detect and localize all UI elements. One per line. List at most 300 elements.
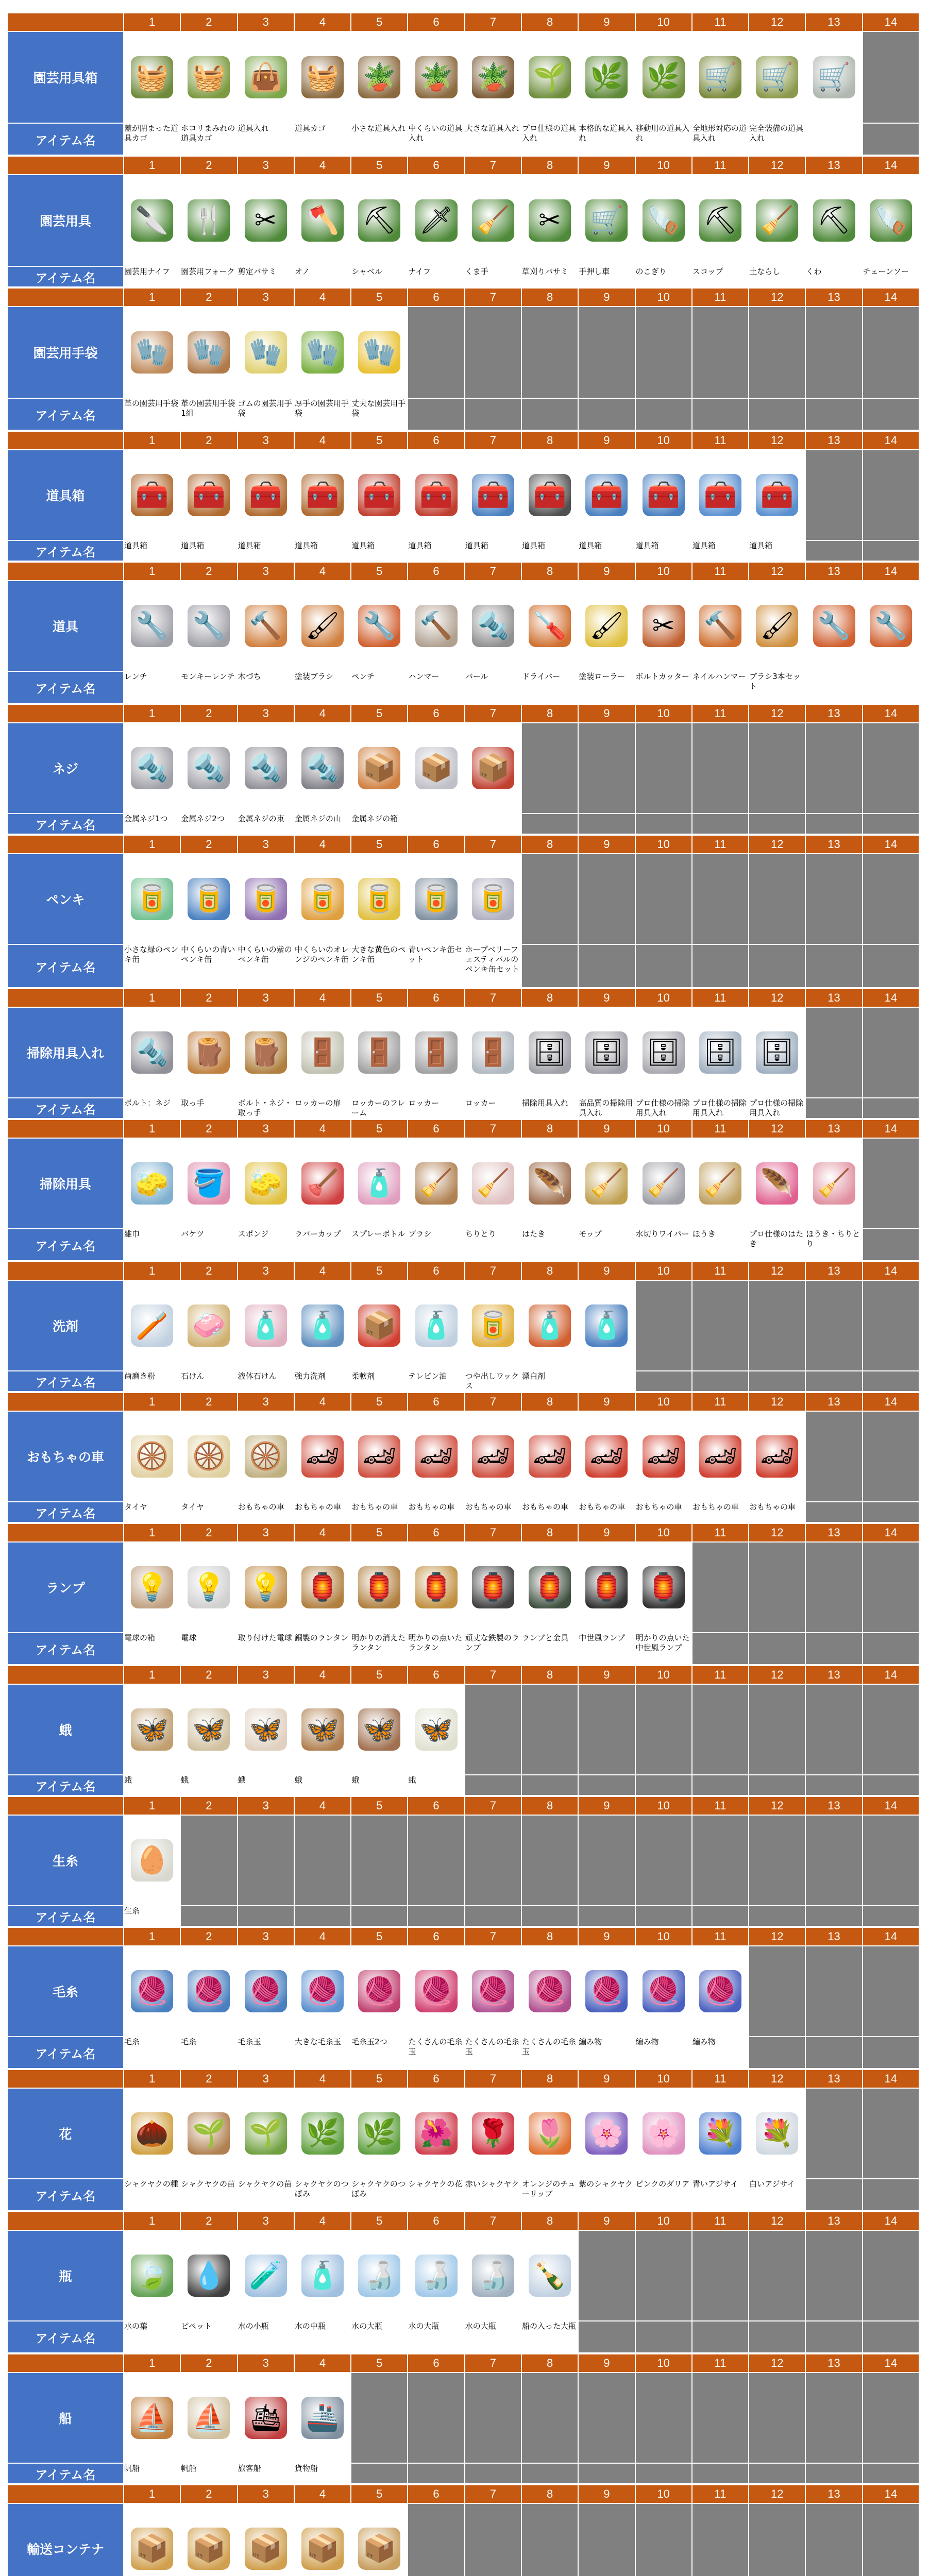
category-title: 園芸用具 [7, 175, 124, 266]
column-number: 2 [180, 2354, 237, 2372]
bucket-icon: 🪣 [188, 1162, 230, 1205]
item-name: 小さな緑のペンキ缶 [124, 944, 180, 988]
column-number: 7 [465, 1797, 521, 1815]
column-number: 5 [351, 2354, 408, 2372]
column-number: 9 [578, 2070, 635, 2088]
item-name: 全地形対応の道具入れ [692, 123, 749, 155]
column-number: 7 [465, 1523, 521, 1542]
item-name: 手押し車 [578, 266, 635, 287]
item-name: スコップ [692, 266, 749, 287]
item-image-row [7, 2372, 919, 2463]
column-number: 14 [863, 2070, 919, 2088]
item-name: ロッカー [408, 1098, 464, 1118]
item-name: シャクヤクの種 [124, 2179, 180, 2211]
item-name: 金属ネジの山 [294, 814, 351, 834]
column-number: 6 [408, 1523, 464, 1542]
item-image-cell [408, 854, 464, 944]
column-number-row [7, 2070, 919, 2088]
item-image-cell [635, 1411, 692, 1502]
column-number: 3 [238, 1666, 294, 1684]
empty-cell [863, 1815, 919, 1906]
item-name: のこぎり [635, 266, 692, 287]
column-number: 10 [635, 704, 692, 723]
item-name: 蛾 [238, 1775, 294, 1795]
item-image-cell [465, 175, 521, 266]
knitting-icon: 🧶 [699, 1970, 741, 2012]
empty-cell [805, 1007, 862, 1098]
section-block [7, 287, 920, 431]
item-image-cell [863, 581, 919, 671]
category-title: おもちゃの車 [7, 1411, 124, 1502]
section-block [7, 156, 920, 287]
column-number: 1 [124, 13, 180, 31]
item-name-row [7, 398, 919, 430]
item-image-cell [692, 1411, 749, 1502]
empty-cell [863, 450, 919, 540]
item-image-cell [351, 1280, 408, 1371]
item-name: 電球の箱 [124, 1633, 180, 1665]
item-name: 塗装ローラー [578, 671, 635, 703]
column-number: 6 [408, 431, 464, 450]
column-number: 7 [465, 1120, 521, 1138]
column-number: 3 [238, 2485, 294, 2503]
column-number: 13 [805, 835, 862, 854]
basket-icon: 🧺 [188, 56, 230, 98]
column-number: 3 [238, 156, 294, 175]
column-number-row [7, 562, 919, 581]
toolbox-icon: 🧰 [188, 474, 230, 516]
item-image-row [7, 1411, 919, 1502]
item-image-cell [408, 175, 464, 266]
item-image-cell [238, 2230, 294, 2321]
column-number: 4 [294, 989, 351, 1007]
medieval-lamp-icon: 🏮 [643, 1566, 685, 1608]
column-number: 12 [749, 1262, 805, 1280]
empty-cell [521, 944, 578, 988]
column-number: 2 [180, 288, 237, 307]
column-number: 12 [749, 13, 805, 31]
item-image-cell [124, 175, 180, 266]
item-name: ネイルハンマー [692, 671, 749, 703]
pruning-shears-icon: ✂ [245, 199, 287, 242]
paint-can-icon: 🥫 [245, 878, 287, 920]
item-name-label: アイテム名 [7, 2463, 124, 2484]
column-number: 1 [124, 562, 180, 581]
item-name: おもちゃの車 [294, 1502, 351, 1522]
column-number: 11 [692, 288, 749, 307]
empty-cell [180, 1815, 237, 1906]
empty-cell [465, 1906, 521, 1926]
silk-cocoon-icon: 🥚 [131, 1839, 173, 1882]
item-name: 水の葉 [124, 2321, 180, 2353]
item-name: 完全装備の道具入れ [749, 123, 805, 155]
column-number: 3 [238, 13, 294, 31]
item-name: 道具箱 [294, 540, 351, 561]
empty-cell [749, 2321, 805, 2353]
column-number: 14 [863, 1666, 919, 1684]
item-image-cell [124, 1684, 180, 1775]
item-image-cell [238, 1684, 294, 1775]
column-number-row [7, 1393, 919, 1411]
category-title: 瓶 [7, 2230, 124, 2321]
section-table [7, 2211, 920, 2353]
item-name: 蓋が閉まった道具カゴ [124, 123, 180, 155]
empty-cell [863, 1098, 919, 1118]
column-number: 4 [294, 704, 351, 723]
toolbox-icon: 🧰 [301, 474, 344, 516]
tool-basket-icon: 🧺 [301, 56, 344, 98]
empty-cell [805, 1906, 862, 1926]
chainsaw-icon: 🪚 [870, 199, 912, 242]
item-image-row [7, 854, 919, 944]
column-number: 1 [124, 989, 180, 1007]
item-image-cell [124, 1280, 180, 1371]
mallet-icon: 🔨 [245, 605, 287, 647]
empty-cell [578, 1684, 635, 1775]
empty-cell [692, 2321, 749, 2353]
column-number: 14 [863, 431, 919, 450]
empty-cell [521, 398, 578, 430]
empty-cell [692, 1542, 749, 1633]
item-name: シャクヤクの花 [408, 2179, 464, 2211]
column-number: 1 [124, 2212, 180, 2230]
item-name: 帆船 [124, 2463, 180, 2484]
section-block [7, 431, 920, 562]
item-name: 道具箱 [521, 540, 578, 561]
empty-cell [863, 123, 919, 155]
header-corner [7, 1523, 124, 1542]
section-table [7, 2069, 920, 2211]
item-name-label: アイテム名 [7, 814, 124, 834]
section-block [7, 704, 920, 835]
item-name: 大きな毛糸玉 [294, 2037, 351, 2069]
empty-cell [805, 2179, 862, 2211]
column-number-row [7, 1120, 919, 1138]
hand-rake-icon: 🧹 [472, 199, 514, 242]
item-name-label: アイテム名 [7, 1371, 124, 1392]
column-number: 5 [351, 2485, 408, 2503]
moth-icon: 🦋 [358, 1708, 400, 1751]
column-number: 9 [578, 1393, 635, 1411]
item-image-cell [294, 1411, 351, 1502]
cargo-ship-icon: 🚢 [301, 2397, 344, 2439]
item-image-cell [692, 2088, 749, 2179]
item-image-cell [351, 1684, 408, 1775]
column-number: 9 [578, 1927, 635, 1946]
item-name [408, 814, 464, 834]
item-name: たくさんの毛糸玉 [408, 2037, 464, 2069]
wax-tin-icon: 🥫 [472, 1304, 514, 1347]
item-name: くま手 [465, 266, 521, 287]
section-block [7, 835, 920, 988]
empty-cell [408, 2372, 464, 2463]
header-corner [7, 989, 124, 1007]
cleaning-locker-icon: 🗄 [699, 1031, 741, 1074]
item-image-cell [180, 175, 237, 266]
item-name: 明かりの点いたランタン [408, 1633, 464, 1665]
item-name-row [7, 1229, 919, 1261]
garden-tools-icon: 🌿 [643, 56, 685, 98]
garden-tools-icon: 🛒 [699, 56, 741, 98]
item-image-cell [294, 1138, 351, 1229]
column-number: 12 [749, 1523, 805, 1542]
item-name: プロ仕様の道具入れ [521, 123, 578, 155]
pipe-wrench-icon: 🔧 [813, 605, 855, 647]
category-title: ネジ [7, 723, 124, 814]
empty-cell [749, 307, 805, 398]
item-name: 水の小瓶 [238, 2321, 294, 2353]
item-image-cell [749, 31, 805, 123]
toolbox-icon: 🧰 [472, 474, 514, 516]
column-number: 2 [180, 1797, 237, 1815]
column-number: 7 [465, 2212, 521, 2230]
item-name: チェーンソー [863, 266, 919, 287]
item-image-cell [578, 1946, 635, 2037]
column-number: 11 [692, 2212, 749, 2230]
column-number: 4 [294, 1927, 351, 1946]
tool-basket-icon: 🪴 [358, 56, 400, 98]
empty-cell [521, 1684, 578, 1775]
item-image-cell [294, 581, 351, 671]
column-number: 12 [749, 288, 805, 307]
column-number: 12 [749, 1393, 805, 1411]
column-number: 14 [863, 13, 919, 31]
column-number: 8 [521, 2070, 578, 2088]
empty-cell [805, 1775, 862, 1795]
section-table [7, 1119, 920, 1261]
item-image-cell [465, 1411, 521, 1502]
column-number: 4 [294, 156, 351, 175]
item-image-cell [465, 2230, 521, 2321]
column-number: 10 [635, 431, 692, 450]
column-number: 13 [805, 1393, 862, 1411]
column-number: 8 [521, 13, 578, 31]
item-image-cell [408, 1138, 464, 1229]
column-number: 11 [692, 989, 749, 1007]
column-number-row [7, 288, 919, 307]
column-number-row [7, 1927, 919, 1946]
empty-cell [805, 1371, 862, 1392]
yarn-balls-icon: 🧶 [415, 1970, 458, 2012]
item-image-cell [351, 2230, 408, 2321]
empty-cell [408, 1906, 464, 1926]
item-image-cell [465, 1138, 521, 1229]
column-number: 9 [578, 431, 635, 450]
basket-icon: 🧺 [131, 56, 173, 98]
column-number: 13 [805, 431, 862, 450]
item-image-cell [180, 307, 237, 398]
item-name: 高品質の掃除用具入れ [578, 1098, 635, 1118]
seedling-pot-icon: 🌱 [245, 2112, 287, 2155]
column-number: 3 [238, 431, 294, 450]
pipe-wrench-icon: 🔧 [870, 605, 912, 647]
item-image-cell [351, 581, 408, 671]
empty-cell [863, 854, 919, 944]
item-image-row [7, 1542, 919, 1633]
empty-cell [749, 1775, 805, 1795]
toy-car-icon: 🏎 [585, 1435, 628, 1478]
item-image-cell [465, 450, 521, 540]
item-image-cell [124, 1946, 180, 2037]
empty-cell [749, 1542, 805, 1633]
empty-cell [749, 1633, 805, 1665]
item-image-cell [578, 2088, 635, 2179]
item-image-cell [294, 307, 351, 398]
column-number-row [7, 2212, 919, 2230]
gloves-pair-icon: 🧤 [245, 331, 287, 374]
item-image-cell [863, 175, 919, 266]
column-number: 8 [521, 1262, 578, 1280]
paintbrush-icon: 🖌 [301, 605, 344, 647]
column-number: 4 [294, 288, 351, 307]
item-image-row [7, 1007, 919, 1098]
ship-in-bottle-icon: 🍾 [529, 2255, 571, 2297]
item-name-row [7, 1502, 919, 1522]
item-name: 白いアジサイ [749, 2179, 805, 2211]
item-name-row [7, 540, 919, 561]
empty-cell [351, 1815, 408, 1906]
grass-shears-icon: ✂ [529, 199, 571, 242]
column-number: 12 [749, 1927, 805, 1946]
sponge-icon: 🧽 [245, 1162, 287, 1205]
item-name: 生糸 [124, 1906, 180, 1926]
column-number-row [7, 431, 919, 450]
column-number: 1 [124, 2485, 180, 2503]
item-image-cell [749, 450, 805, 540]
category-title: ランプ [7, 1542, 124, 1633]
empty-cell [465, 1684, 521, 1775]
item-name-label: アイテム名 [7, 1633, 124, 1665]
item-name-row [7, 671, 919, 703]
item-name: 明かりの消えたランタン [351, 1633, 408, 1665]
empty-cell [863, 2088, 919, 2179]
flower-pot-icon: 🌺 [415, 2112, 458, 2155]
column-number: 8 [521, 1393, 578, 1411]
item-name: つや出しワックス [465, 1371, 521, 1392]
column-number: 12 [749, 1797, 805, 1815]
column-number: 3 [238, 704, 294, 723]
column-number: 14 [863, 1120, 919, 1138]
column-number: 12 [749, 835, 805, 854]
column-number: 7 [465, 2070, 521, 2088]
item-name: 毛糸玉2つ [351, 2037, 408, 2069]
empty-cell [351, 1906, 408, 1926]
empty-cell [635, 1815, 692, 1906]
header-corner [7, 1262, 124, 1280]
item-name: 雑巾 [124, 1229, 180, 1261]
column-number: 13 [805, 156, 862, 175]
item-image-cell [294, 2088, 351, 2179]
column-number: 6 [408, 2354, 464, 2372]
column-number: 11 [692, 2485, 749, 2503]
column-number: 4 [294, 2354, 351, 2372]
item-name: 帆船 [180, 2463, 237, 2484]
item-image-cell [408, 1542, 464, 1633]
empty-cell [863, 1542, 919, 1633]
item-image-row [7, 31, 919, 123]
item-image-cell [180, 1007, 237, 1098]
item-name: おもちゃの車 [749, 1502, 805, 1522]
wheelbarrow-icon: 🛒 [585, 199, 628, 242]
item-image-cell [692, 1946, 749, 2037]
column-number: 4 [294, 13, 351, 31]
column-number: 14 [863, 2485, 919, 2503]
column-number: 13 [805, 2070, 862, 2088]
column-number: 5 [351, 1927, 408, 1946]
column-number: 10 [635, 1120, 692, 1138]
empty-cell [805, 2088, 862, 2179]
wrench-icon: 🔧 [131, 605, 173, 647]
column-number: 13 [805, 2485, 862, 2503]
column-number: 11 [692, 1666, 749, 1684]
gloves-pair-icon: 🧤 [358, 331, 400, 374]
item-name: 土ならし [749, 266, 805, 287]
empty-cell [408, 307, 464, 398]
hammer-icon: 🔨 [415, 605, 458, 647]
column-number: 10 [635, 562, 692, 581]
column-number: 6 [408, 288, 464, 307]
empty-cell [692, 307, 749, 398]
item-name: 道具箱 [180, 540, 237, 561]
crowbar-icon: 🔩 [472, 605, 514, 647]
empty-cell [635, 2463, 692, 2484]
item-name: ロッカーのフレーム [351, 1098, 408, 1118]
item-name: 毛糸 [124, 2037, 180, 2069]
empty-cell [749, 1815, 805, 1906]
item-name: ハンマー [408, 671, 464, 703]
item-name: 掃除用具入れ [521, 1098, 578, 1118]
column-number: 1 [124, 1666, 180, 1684]
item-name-label: アイテム名 [7, 123, 124, 155]
column-number: 2 [180, 2070, 237, 2088]
item-image-cell [180, 2503, 237, 2576]
empty-cell [863, 1138, 919, 1229]
rake-icon: 🧹 [756, 199, 798, 242]
column-number: 10 [635, 1523, 692, 1542]
item-name-row [7, 123, 919, 155]
empty-cell [465, 1815, 521, 1906]
item-name: 漂白剤 [521, 1371, 578, 1392]
item-image-cell [351, 1138, 408, 1229]
item-name: 道具入れ [238, 123, 294, 155]
item-name: ランプと金具 [521, 1633, 578, 1665]
column-number: 2 [180, 1927, 237, 1946]
leaf-icon: 🍃 [131, 2255, 173, 2297]
iron-lamp-icon: 🏮 [472, 1566, 514, 1608]
category-title: 花 [7, 2088, 124, 2179]
item-name: バケツ [180, 1229, 237, 1261]
pipette-icon: 💧 [188, 2255, 230, 2297]
item-name: 革の園芸用手袋 [124, 398, 180, 430]
item-image-cell [238, 2503, 294, 2576]
header-corner [7, 288, 124, 307]
item-image-cell [408, 1280, 464, 1371]
empty-cell [294, 1906, 351, 1926]
item-name-label: アイテム名 [7, 2179, 124, 2211]
column-number: 2 [180, 156, 237, 175]
item-image-cell [578, 1411, 635, 1502]
item-image-cell [238, 175, 294, 266]
item-image-row [7, 175, 919, 266]
section-table [7, 988, 920, 1119]
item-image-row [7, 2088, 919, 2179]
toolbox-icon: 🧰 [131, 474, 173, 516]
empty-cell [749, 2463, 805, 2484]
empty-cell [692, 944, 749, 988]
yarn-strand-icon: 🧶 [131, 1970, 173, 2012]
item-name: 道具箱 [465, 540, 521, 561]
column-number-row [7, 989, 919, 1007]
